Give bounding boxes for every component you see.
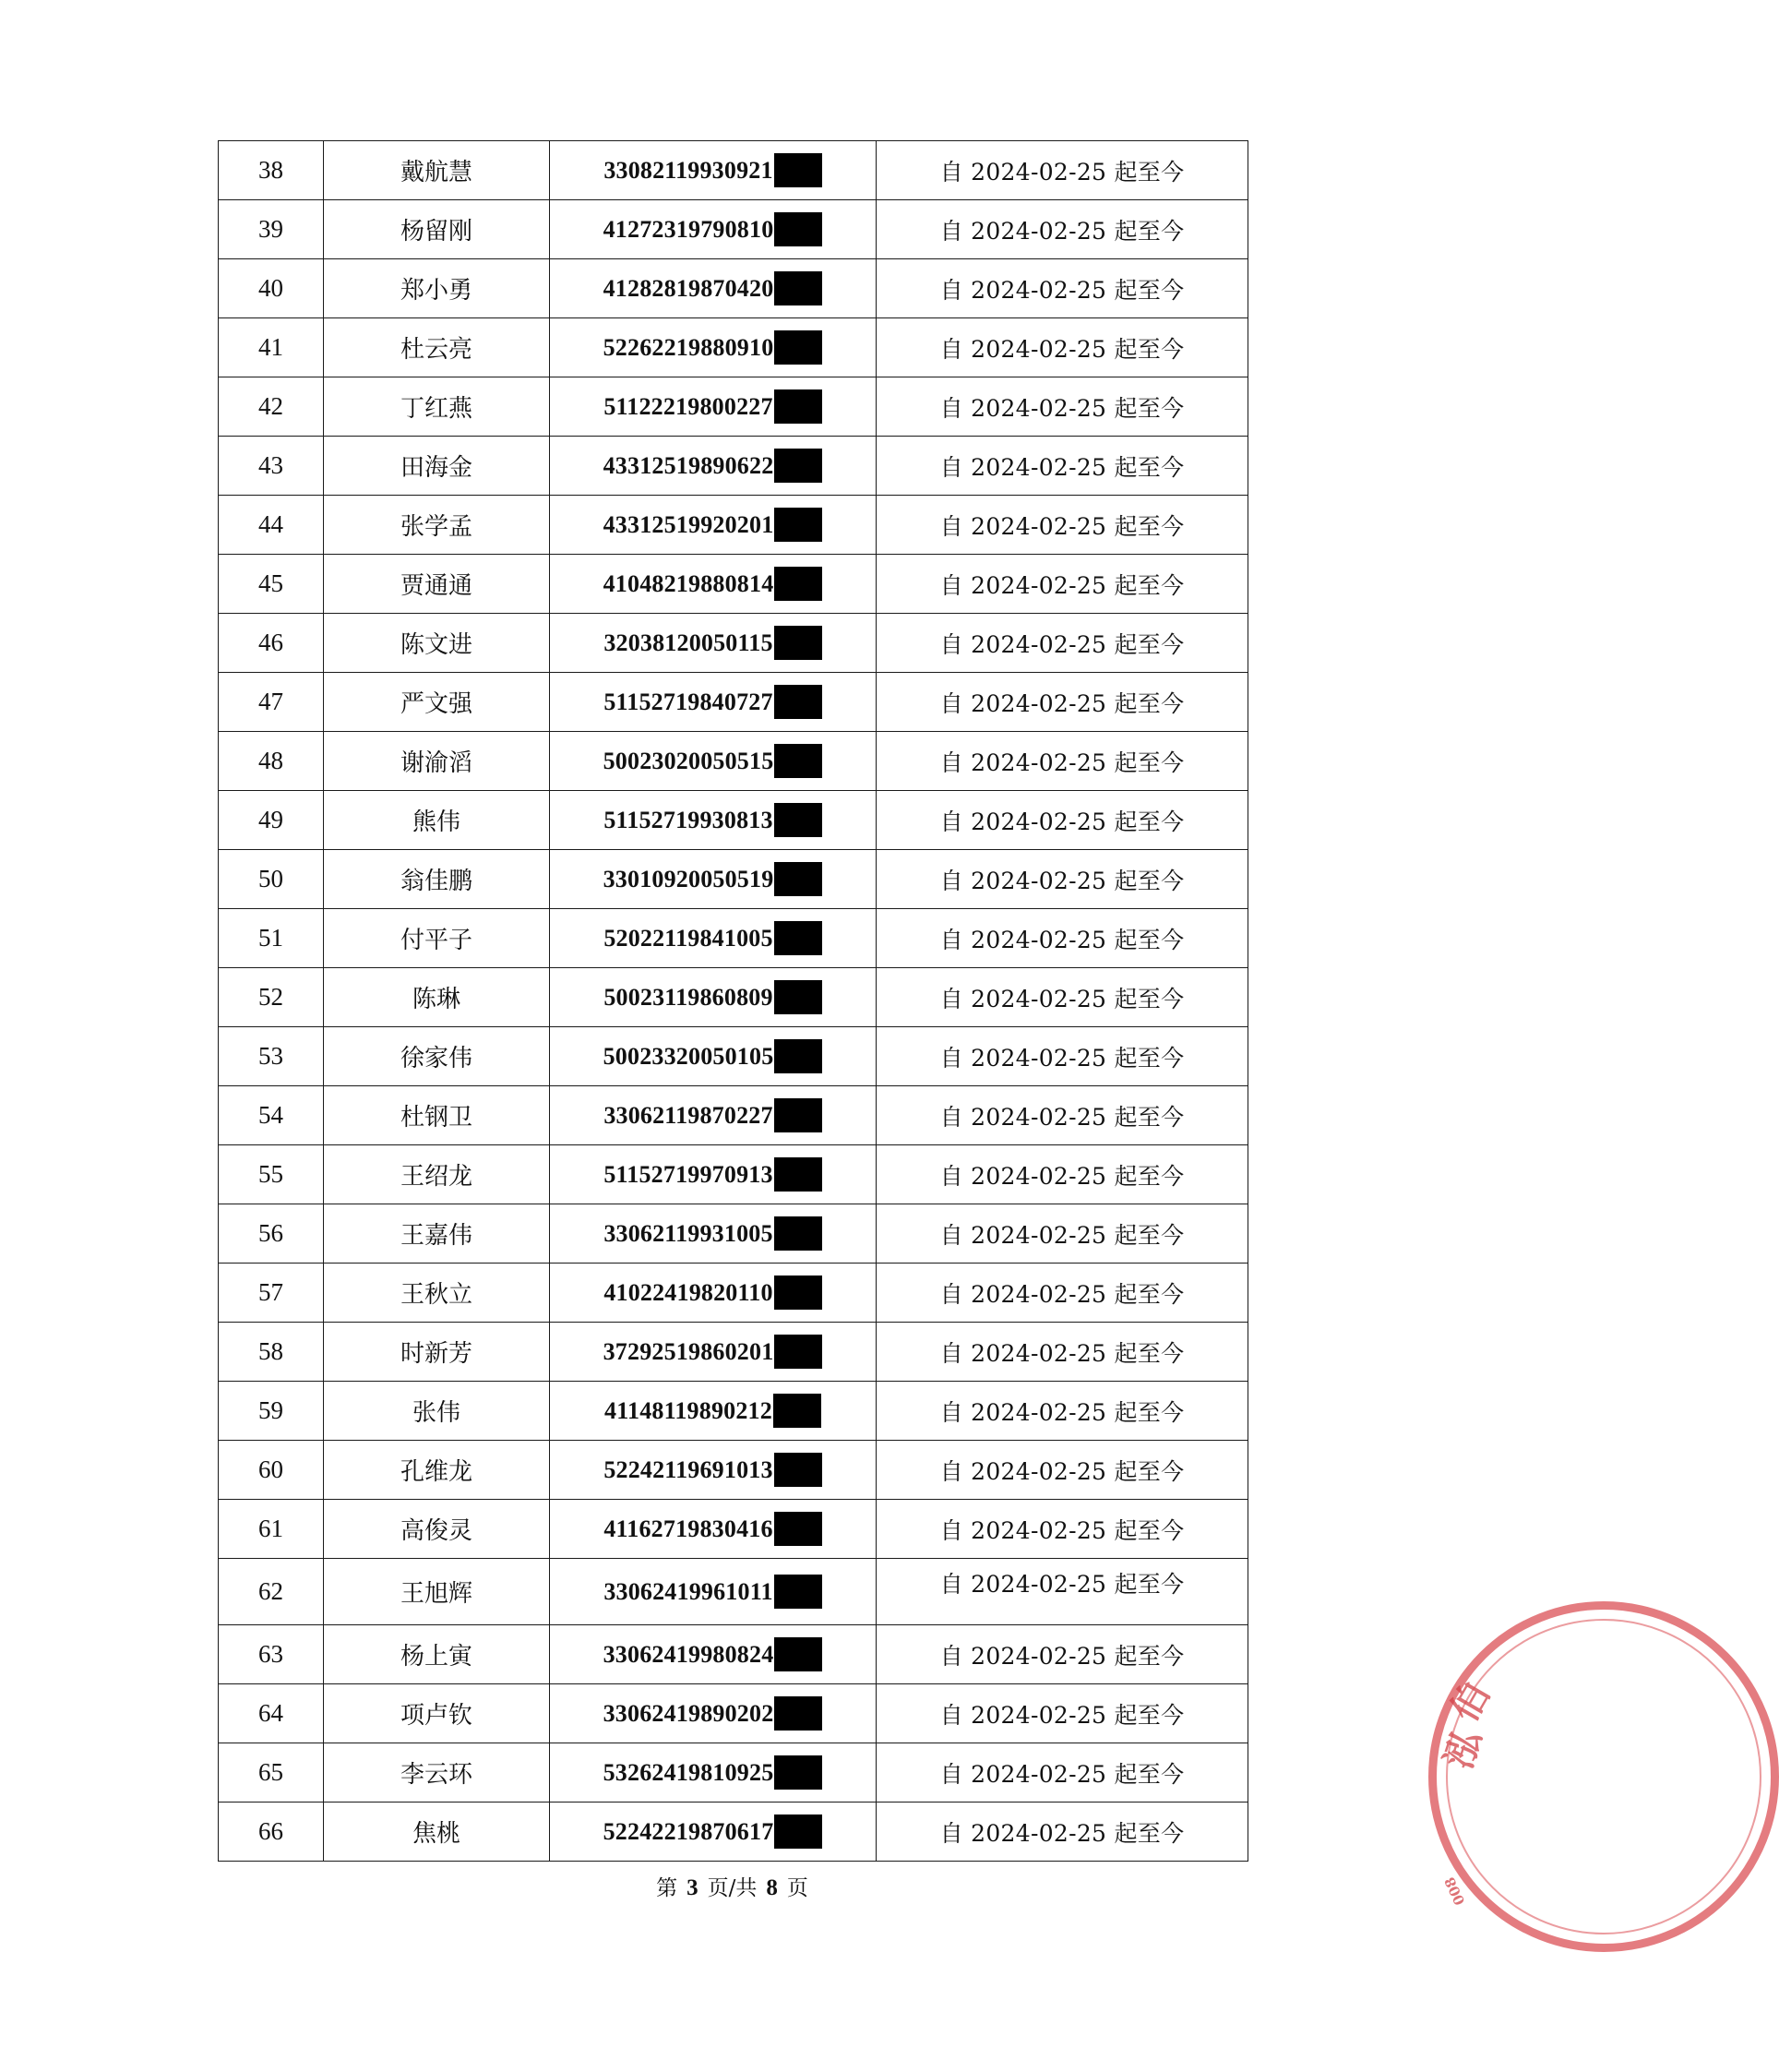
person-name-cell: 谢渝滔 — [324, 732, 550, 791]
id-number-cell — [550, 1204, 877, 1264]
employment-period-cell: 自 2024-02-25 起至今 — [877, 1441, 1248, 1500]
table-row — [219, 1684, 1248, 1743]
id-number-wrapper — [603, 1098, 821, 1132]
id-number-cell — [550, 1441, 877, 1500]
redaction-block — [774, 330, 822, 365]
row-number-cell: 64 — [219, 1684, 324, 1743]
redaction-block — [774, 1335, 822, 1369]
redaction-block — [774, 1755, 822, 1790]
redaction-block — [774, 626, 822, 660]
id-number-wrapper — [603, 803, 821, 837]
employment-period-cell: 自 2024-02-25 起至今 — [877, 1500, 1248, 1559]
employment-period-cell: 自 2024-02-25 起至今 — [877, 1027, 1248, 1086]
table-row — [219, 909, 1248, 968]
id-number-wrapper — [603, 1814, 823, 1849]
person-name-cell: 戴航慧 — [324, 141, 550, 200]
footer-prefix: 第 — [656, 1876, 678, 1900]
row-number-cell: 65 — [219, 1743, 324, 1803]
id-number-cell — [550, 141, 877, 200]
redaction-block — [774, 1216, 822, 1251]
person-name-cell: 贾通通 — [324, 555, 550, 614]
redaction-block — [774, 921, 822, 955]
seal-character: 伯 — [1442, 1674, 1498, 1730]
table-row — [219, 1743, 1248, 1803]
id-number-wrapper — [603, 1453, 821, 1487]
id-number-text: 52242219870617 — [603, 1817, 774, 1845]
id-number-wrapper — [603, 1039, 823, 1073]
table-row — [219, 1027, 1248, 1086]
person-name-cell: 杨留刚 — [324, 200, 550, 259]
table-row — [219, 850, 1248, 909]
id-number-cell — [550, 555, 877, 614]
table-row — [219, 732, 1248, 791]
table-row — [219, 1441, 1248, 1500]
redaction-block — [773, 1394, 821, 1428]
redaction-block — [774, 449, 822, 483]
person-name-cell: 时新芳 — [324, 1323, 550, 1382]
id-number-text: 51152719840727 — [603, 688, 773, 715]
redaction-block — [774, 1098, 822, 1132]
personnel-table-body — [219, 141, 1248, 1862]
id-number-wrapper — [603, 212, 823, 246]
id-number-text: 51152719930813 — [603, 806, 773, 833]
row-number-cell: 43 — [219, 437, 324, 496]
id-number-text: 37292519860201 — [603, 1337, 774, 1365]
footer-suffix: 页 — [786, 1876, 808, 1900]
id-number-text: 52262219880910 — [603, 333, 774, 361]
person-name-cell: 杜云亮 — [324, 318, 550, 377]
row-number-cell: 59 — [219, 1382, 324, 1441]
id-number-cell — [550, 968, 877, 1027]
id-number-text: 51152719970913 — [603, 1160, 773, 1188]
row-number-cell: 58 — [219, 1323, 324, 1382]
redaction-block — [774, 862, 822, 896]
employment-period-cell: 自 2024-02-25 起至今 — [877, 1264, 1248, 1323]
table-row — [219, 555, 1248, 614]
employment-period-cell: 自 2024-02-25 起至今 — [877, 496, 1248, 555]
employment-period-cell: 自 2024-02-25 起至今 — [877, 141, 1248, 200]
table-row — [219, 1264, 1248, 1323]
redaction-block — [774, 567, 822, 601]
row-number-cell: 44 — [219, 496, 324, 555]
person-name-cell: 郑小勇 — [324, 259, 550, 318]
table-row — [219, 1204, 1248, 1264]
row-number-cell: 46 — [219, 614, 324, 673]
id-number-wrapper — [603, 508, 823, 542]
redaction-block — [774, 1637, 822, 1671]
row-number-cell: 40 — [219, 259, 324, 318]
row-number-cell: 54 — [219, 1086, 324, 1145]
table-row — [219, 1625, 1248, 1684]
redaction-block — [774, 1696, 822, 1731]
id-number-text: 32038120050115 — [603, 629, 773, 656]
row-number-cell: 63 — [219, 1625, 324, 1684]
id-number-cell — [550, 259, 877, 318]
person-name-cell: 陈琳 — [324, 968, 550, 1027]
employment-period-cell: 自 2024-02-25 起至今 — [877, 1684, 1248, 1743]
id-number-cell — [550, 1086, 877, 1145]
footer-middle: 页/共 — [707, 1876, 758, 1900]
row-number-cell: 53 — [219, 1027, 324, 1086]
person-name-cell: 王嘉伟 — [324, 1204, 550, 1264]
id-number-wrapper — [603, 567, 823, 601]
row-number-cell: 45 — [219, 555, 324, 614]
id-number-text: 41048219880814 — [603, 569, 774, 597]
redaction-block — [774, 1276, 822, 1310]
redaction-block — [774, 271, 822, 305]
row-number-cell: 47 — [219, 673, 324, 732]
person-name-cell: 杜钢卫 — [324, 1086, 550, 1145]
table-row — [219, 1145, 1248, 1204]
id-number-cell — [550, 437, 877, 496]
redaction-block — [774, 803, 822, 837]
employment-period-cell: 自 2024-02-25 起至今 — [877, 1559, 1248, 1625]
row-number-cell: 62 — [219, 1559, 324, 1625]
personnel-table — [218, 140, 1248, 1862]
redaction-block — [774, 1157, 822, 1192]
id-number-cell — [550, 791, 877, 850]
redaction-block — [774, 1453, 822, 1487]
employment-period-cell: 自 2024-02-25 起至今 — [877, 614, 1248, 673]
table-row — [219, 791, 1248, 850]
id-number-text: 33062419890202 — [603, 1699, 774, 1727]
employment-period-cell: 自 2024-02-25 起至今 — [877, 1625, 1248, 1684]
id-number-cell — [550, 850, 877, 909]
row-number-cell: 41 — [219, 318, 324, 377]
redaction-block — [774, 212, 822, 246]
total-page-count: 8 — [766, 1875, 778, 1900]
employment-period-cell: 自 2024-02-25 起至今 — [877, 1743, 1248, 1803]
employment-period-cell: 自 2024-02-25 起至今 — [877, 200, 1248, 259]
person-name-cell: 丁红燕 — [324, 377, 550, 437]
row-number-cell: 50 — [219, 850, 324, 909]
row-number-cell: 48 — [219, 732, 324, 791]
redaction-block — [774, 1039, 822, 1073]
id-number-text: 41162719830416 — [603, 1515, 773, 1542]
id-number-wrapper — [603, 921, 821, 955]
id-number-wrapper — [603, 744, 823, 778]
id-number-wrapper — [603, 389, 821, 424]
person-name-cell: 翁佳鹏 — [324, 850, 550, 909]
id-number-text: 41272319790810 — [603, 215, 774, 243]
id-number-wrapper — [603, 685, 821, 719]
id-number-text: 41022419820110 — [603, 1278, 773, 1306]
person-name-cell: 张伟 — [324, 1382, 550, 1441]
employment-period-cell: 自 2024-02-25 起至今 — [877, 732, 1248, 791]
id-number-text: 50023119860809 — [603, 983, 773, 1011]
employment-period-cell: 自 2024-02-25 起至今 — [877, 318, 1248, 377]
id-number-text: 33010920050519 — [603, 865, 774, 892]
redaction-block — [774, 153, 822, 187]
person-name-cell: 陈文进 — [324, 614, 550, 673]
company-seal-stamp — [1428, 1601, 1779, 1952]
table-row — [219, 1803, 1248, 1862]
seal-character: 泓 — [1437, 1725, 1490, 1774]
employment-period-cell: 自 2024-02-25 起至今 — [877, 1382, 1248, 1441]
id-number-wrapper — [603, 153, 821, 187]
row-number-cell: 38 — [219, 141, 324, 200]
current-page-number: 3 — [687, 1875, 698, 1900]
id-number-wrapper — [603, 1755, 823, 1790]
redaction-block — [774, 1575, 822, 1609]
employment-period-cell: 自 2024-02-25 起至今 — [877, 1086, 1248, 1145]
redaction-block — [774, 508, 822, 542]
id-number-cell — [550, 1559, 877, 1625]
person-name-cell: 孔维龙 — [324, 1441, 550, 1500]
id-number-text: 33082119930921 — [603, 156, 773, 184]
id-number-text: 33062419961011 — [603, 1577, 773, 1605]
person-name-cell: 王旭辉 — [324, 1559, 550, 1625]
person-name-cell: 张学孟 — [324, 496, 550, 555]
id-number-text: 52242119691013 — [603, 1455, 773, 1483]
person-name-cell: 严文强 — [324, 673, 550, 732]
row-number-cell: 61 — [219, 1500, 324, 1559]
person-name-cell: 焦桃 — [324, 1803, 550, 1862]
employment-period-cell: 自 2024-02-25 起至今 — [877, 259, 1248, 318]
redaction-block — [774, 980, 822, 1014]
table-row — [219, 1500, 1248, 1559]
employment-period-cell: 自 2024-02-25 起至今 — [877, 437, 1248, 496]
redaction-block — [774, 1814, 822, 1849]
id-number-text: 53262419810925 — [603, 1758, 774, 1786]
id-number-wrapper — [603, 1512, 821, 1546]
id-number-cell — [550, 1027, 877, 1086]
person-name-cell: 徐家伟 — [324, 1027, 550, 1086]
row-number-cell: 55 — [219, 1145, 324, 1204]
id-number-cell — [550, 1625, 877, 1684]
id-number-wrapper — [603, 1276, 821, 1310]
person-name-cell: 王秋立 — [324, 1264, 550, 1323]
id-number-wrapper — [603, 330, 823, 365]
person-name-cell: 杨上寅 — [324, 1625, 550, 1684]
id-number-cell — [550, 1500, 877, 1559]
id-number-cell — [550, 1323, 877, 1382]
person-name-cell: 项卢钦 — [324, 1684, 550, 1743]
row-number-cell: 66 — [219, 1803, 324, 1862]
id-number-text: 52022119841005 — [603, 924, 773, 952]
id-number-wrapper — [603, 1157, 821, 1192]
id-number-cell — [550, 614, 877, 673]
person-name-cell: 李云环 — [324, 1743, 550, 1803]
seal-number: 008 — [1440, 1874, 1469, 1908]
id-number-cell — [550, 318, 877, 377]
employment-period-cell: 自 2024-02-25 起至今 — [877, 377, 1248, 437]
employment-period-cell: 自 2024-02-25 起至今 — [877, 1323, 1248, 1382]
row-number-cell: 49 — [219, 791, 324, 850]
id-number-wrapper — [603, 449, 823, 483]
id-number-text: 33062119870227 — [603, 1101, 773, 1129]
id-number-cell — [550, 1684, 877, 1743]
employment-period-cell: 自 2024-02-25 起至今 — [877, 555, 1248, 614]
row-number-cell: 60 — [219, 1441, 324, 1500]
id-number-wrapper — [603, 1216, 821, 1251]
id-number-cell — [550, 909, 877, 968]
row-number-cell: 52 — [219, 968, 324, 1027]
id-number-wrapper — [603, 1575, 821, 1609]
table-row — [219, 1086, 1248, 1145]
table-row — [219, 200, 1248, 259]
table-row — [219, 437, 1248, 496]
id-number-cell — [550, 732, 877, 791]
row-number-cell: 56 — [219, 1204, 324, 1264]
employment-period-cell: 自 2024-02-25 起至今 — [877, 1204, 1248, 1264]
id-number-text: 43312519920201 — [603, 510, 774, 538]
table-row — [219, 141, 1248, 200]
employment-period-cell: 自 2024-02-25 起至今 — [877, 850, 1248, 909]
id-number-text: 51122219800227 — [603, 392, 773, 420]
id-number-wrapper — [603, 862, 823, 896]
id-number-wrapper — [603, 1335, 823, 1369]
id-number-cell — [550, 377, 877, 437]
person-name-cell: 熊伟 — [324, 791, 550, 850]
redaction-block — [774, 685, 822, 719]
employment-period-cell: 自 2024-02-25 起至今 — [877, 791, 1248, 850]
redaction-block — [774, 744, 822, 778]
id-number-wrapper — [603, 1637, 823, 1671]
id-number-cell — [550, 1743, 877, 1803]
id-number-text: 41282819870420 — [603, 274, 774, 302]
table-row — [219, 1382, 1248, 1441]
employment-period-cell: 自 2024-02-25 起至今 — [877, 1145, 1248, 1204]
id-number-text: 41148119890212 — [604, 1396, 772, 1424]
id-number-cell — [550, 1382, 877, 1441]
redaction-block — [774, 1512, 822, 1546]
employment-period-cell: 自 2024-02-25 起至今 — [877, 968, 1248, 1027]
id-number-wrapper — [603, 626, 821, 660]
id-number-wrapper — [603, 1696, 823, 1731]
redaction-block — [774, 389, 822, 424]
table-row — [219, 259, 1248, 318]
id-number-cell — [550, 1145, 877, 1204]
id-number-text: 33062419980824 — [603, 1640, 774, 1668]
table-row — [219, 968, 1248, 1027]
id-number-text: 50023020050515 — [603, 747, 774, 774]
employment-period-cell: 自 2024-02-25 起至今 — [877, 909, 1248, 968]
table-row — [219, 318, 1248, 377]
id-number-wrapper — [603, 271, 823, 305]
employment-period-cell: 自 2024-02-25 起至今 — [877, 1803, 1248, 1862]
id-number-cell — [550, 1803, 877, 1862]
id-number-text: 43312519890622 — [603, 451, 774, 479]
id-number-text: 33062119931005 — [603, 1219, 773, 1247]
id-number-cell — [550, 496, 877, 555]
id-number-wrapper — [604, 1394, 821, 1428]
id-number-wrapper — [603, 980, 821, 1014]
table-row — [219, 496, 1248, 555]
table-row — [219, 614, 1248, 673]
id-number-cell — [550, 1264, 877, 1323]
table-row — [219, 673, 1248, 732]
row-number-cell: 57 — [219, 1264, 324, 1323]
id-number-cell — [550, 673, 877, 732]
table-row — [219, 1559, 1248, 1625]
table-row — [219, 377, 1248, 437]
table-row — [219, 1323, 1248, 1382]
person-name-cell: 高俊灵 — [324, 1500, 550, 1559]
person-name-cell: 付平子 — [324, 909, 550, 968]
employment-period-cell: 自 2024-02-25 起至今 — [877, 673, 1248, 732]
person-name-cell: 王绍龙 — [324, 1145, 550, 1204]
person-name-cell: 田海金 — [324, 437, 550, 496]
row-number-cell: 51 — [219, 909, 324, 968]
row-number-cell: 39 — [219, 200, 324, 259]
id-number-cell — [550, 200, 877, 259]
row-number-cell: 42 — [219, 377, 324, 437]
id-number-text: 50023320050105 — [603, 1042, 774, 1070]
page-footer — [0, 1871, 1464, 1901]
